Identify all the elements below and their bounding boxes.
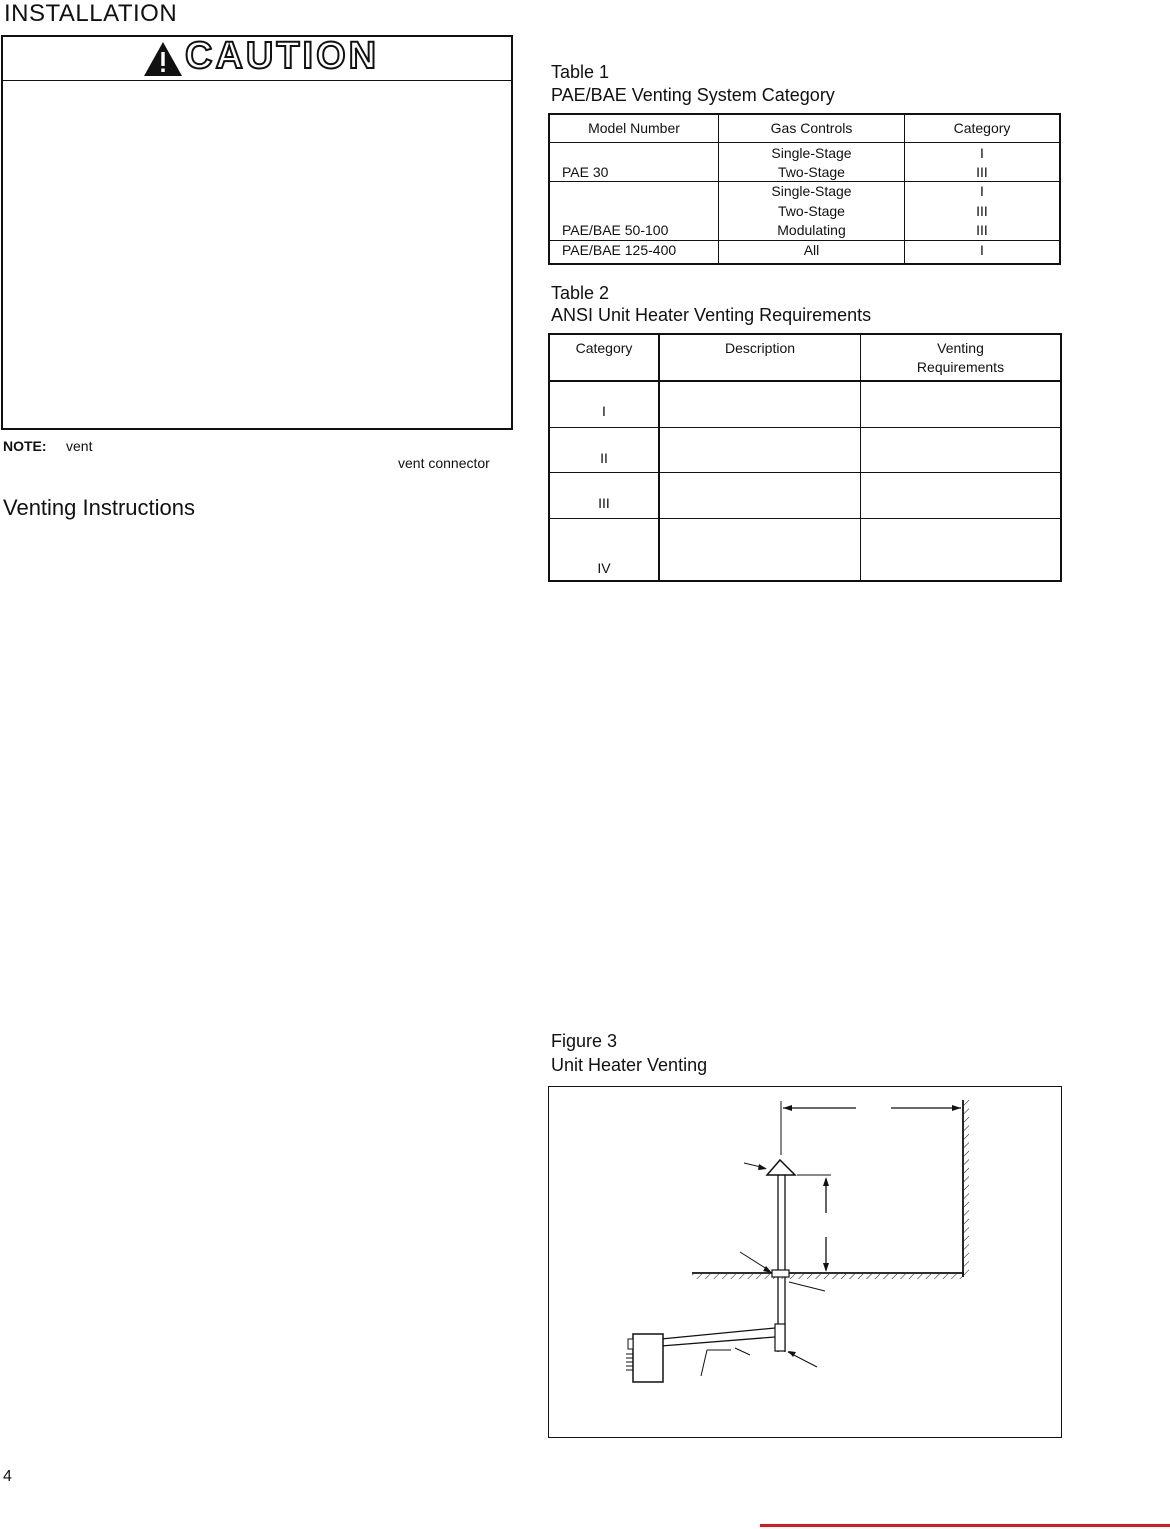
table1-row2-control: Two-Stage: [778, 203, 845, 219]
table2-row-category: IV: [597, 560, 611, 576]
table2-header-category: Category: [575, 340, 633, 356]
table2-row-rule: [550, 518, 1060, 519]
table1-subtitle: PAE/BAE Venting System Category: [551, 85, 835, 105]
table1-title: Table 1: [551, 62, 610, 82]
horizontal-dimension-line: [781, 1101, 961, 1155]
vent-connector: [661, 1328, 775, 1376]
roof-line: [692, 1273, 966, 1279]
table1: [548, 113, 1061, 265]
table1-row3-category: I: [980, 242, 984, 258]
table1-row2-model: PAE/BAE 50-100: [562, 222, 669, 238]
figure3-subtitle: Unit Heater Venting: [551, 1055, 708, 1075]
building-wall: [963, 1100, 969, 1278]
section-title: INSTALLATION: [4, 0, 178, 27]
note-vent-connector: vent connector: [398, 455, 490, 471]
table1-row2-control: Single-Stage: [771, 183, 852, 199]
note-vent-word: vent: [66, 438, 93, 454]
table2-row-category: I: [602, 403, 606, 419]
table2-header-venting: Venting: [937, 340, 984, 356]
table1-row1-model: PAE 30: [562, 164, 609, 180]
table1-row1-control: Two-Stage: [778, 164, 845, 180]
table1-header-rule: [550, 142, 1059, 143]
table2-row-category: III: [598, 495, 610, 511]
table1-row3-model: PAE/BAE 125-400: [562, 242, 677, 258]
table2-header-description: Description: [724, 340, 796, 356]
figure3-frame: [548, 1086, 1062, 1438]
table1-header-category: Category: [953, 120, 1011, 136]
table2-row-rule: [550, 472, 1060, 473]
table1-header-model: Model Number: [588, 120, 680, 136]
table1-row1-control: Single-Stage: [771, 145, 852, 161]
page-number: 4: [3, 1468, 12, 1485]
table1-row2-control: Modulating: [777, 222, 846, 238]
venting-instructions-heading: Venting Instructions: [3, 495, 196, 520]
unit-heater: [626, 1334, 663, 1382]
table1-header-controls: Gas Controls: [770, 120, 853, 136]
table1-row1-category: III: [976, 164, 988, 180]
table1-row2-category: I: [980, 183, 984, 199]
vertical-dimension-line: [797, 1175, 831, 1272]
caution-divider: [3, 80, 511, 81]
caution-box: [1, 35, 513, 430]
caution-label: CAUTION: [185, 35, 380, 77]
table1-row2-category: III: [976, 203, 988, 219]
unit-heater-venting-diagram: [549, 1087, 1061, 1437]
table2-header-rule: [550, 380, 1060, 382]
table1-row2-category: III: [976, 222, 988, 238]
warning-triangle-icon: [143, 41, 183, 77]
footer-accent-rule: [760, 1524, 1170, 1527]
table2-subtitle: ANSI Unit Heater Venting Requirements: [551, 305, 872, 325]
table2-col-divider: [658, 335, 660, 580]
table2-row-rule: [550, 427, 1060, 428]
table1-row3-control: All: [803, 242, 820, 258]
vent-cap: [744, 1160, 795, 1175]
note-label: NOTE:: [3, 438, 47, 454]
table2-header-requirements: Requirements: [916, 359, 1005, 375]
table1-row1-category: I: [980, 145, 984, 161]
figure3-title: Figure 3: [551, 1031, 618, 1051]
table2: [548, 333, 1062, 582]
table2-title: Table 2: [551, 283, 610, 303]
table2-row-category: II: [600, 450, 608, 466]
